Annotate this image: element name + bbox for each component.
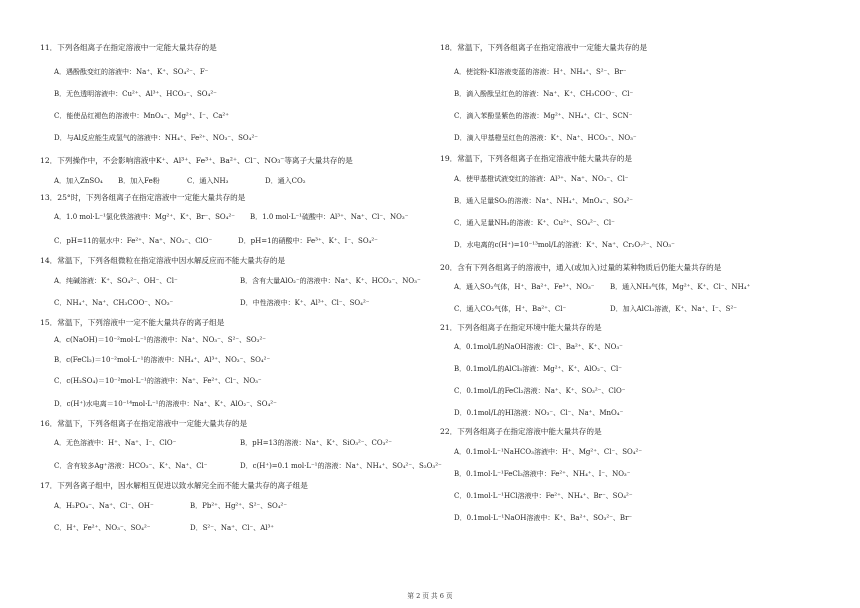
question-13-option-d: D．pH=1的硝酸中：Fe³⁺、K⁺、I⁻、SO₄²⁻ xyxy=(238,237,378,245)
question-16-stem: 16．常温下，下列各组离子在指定溶液中一定能大量共存的是 xyxy=(40,419,248,428)
question-14-option-c: C．NH₄⁺、Na⁺、CH₃COO⁻、NO₃⁻ xyxy=(54,299,174,307)
question-20-stem: 20．含有下列各组离子的溶液中，通入(或加入)过量的某种物质后仍能大量共存的是 xyxy=(440,263,722,272)
question-19-option-a: A．使甲基橙试液变红的溶液：Al³⁺、Na⁺、NO₃⁻、Cl⁻ xyxy=(454,175,629,183)
question-19-option-c: C．通入足量NH₃的溶液：K⁺、Cu²⁺、SO₄²⁻、Cl⁻ xyxy=(454,219,615,227)
question-21-stem: 21．下列各组离子在指定环境中能大量共存的是 xyxy=(440,323,602,332)
question-17-option-c: C．H⁺、Fe²⁺、NO₃⁻、SO₄²⁻ xyxy=(54,524,151,532)
question-18-stem: 18．常温下，下列各组离子在指定溶液中一定能大量共存的是 xyxy=(440,43,648,52)
question-21-option-b: B．0.1mol/L的AlCl₃溶液：Mg²⁺、K⁺、AlO₂⁻、Cl⁻ xyxy=(454,365,622,373)
question-15-option-a: A．c(NaOH)＝10⁻²mol·L⁻¹的溶液中：Na⁺、NO₃⁻、S²⁻、SO₃²⁻ xyxy=(54,336,266,344)
page-footer: 第 2 页 共 6 页 xyxy=(407,592,453,600)
question-14-stem: 14．常温下，下列各组微粒在指定溶液中因水解反应而不能大量共存的是 xyxy=(40,256,286,265)
question-16-option-a: A．无色溶液中：H⁺、Na⁺、I⁻、ClO⁻ xyxy=(54,439,177,447)
question-20-option-c: C．通入CO₂气体，H⁺、Ba²⁺、Cl⁻ xyxy=(454,305,567,313)
question-12-option-b: B．加入Fe粉 xyxy=(118,177,160,185)
question-18-option-d: D．滴入甲基橙呈红色的溶液：K⁺、Na⁺、HCO₃⁻、NO₃⁻ xyxy=(454,134,637,142)
question-21-option-d: D．0.1mol/L的HI溶液：NO₃⁻、Cl⁻、Na⁺、MnO₄⁻ xyxy=(454,409,624,417)
question-18-option-c: C．滴入苯酚显紫色的溶液：Mg²⁺、NH₄⁺、Cl⁻、SCN⁻ xyxy=(454,112,633,120)
question-22-option-a: A．0.1mol·L⁻¹NaHCO₃溶液中：H⁺、Mg²⁺、Cl⁻、SO₄²⁻ xyxy=(454,448,643,456)
question-13-option-a: A．1.0 mol·L⁻¹氯化铁溶液中：Mg²⁺、K⁺、Br⁻、SO₄²⁻ xyxy=(54,213,235,221)
question-15-option-c: C．c(H₂SO₄)＝10⁻²mol·L⁻¹的溶液中：Na⁺、Fe²⁺、Cl⁻、NO₃⁻ xyxy=(54,377,262,385)
question-14-option-b: B．含有大量AlO₂⁻的溶液中：Na⁺、K⁺、HCO₃⁻、NO₃⁻ xyxy=(240,277,421,285)
question-18-option-b: B．滴入酚酞呈红色的溶液：Na⁺、K⁺、CH₃COO⁻、Cl⁻ xyxy=(454,90,634,98)
question-20-option-a: A．通入SO₂气体，H⁺、Ba²⁺、Fe³⁺、NO₃⁻ xyxy=(454,283,595,291)
question-13-option-b: B．1.0 mol·L⁻¹硫酸中：Al³⁺、Na⁺、Cl⁻、NO₃⁻ xyxy=(250,213,409,221)
question-19-option-b: B．通入足量SO₂的溶液：Na⁺、NH₄⁺、MnO₄⁻、SO₄²⁻ xyxy=(454,197,633,205)
question-12-stem: 12．下列操作中，不会影响溶液中K⁺、Al³⁺、Fe³⁺、Ba²⁺、Cl⁻、NO₃⁻等离子大量共存的是 xyxy=(40,156,353,165)
question-14-option-d: D．中性溶液中：K⁺、Al³⁺、Cl⁻、SO₄²⁻ xyxy=(240,299,370,307)
question-11-option-d: D．与Al反应能生成氢气的溶液中：NH₄⁺、Fe²⁺、NO₃⁻、SO₄²⁻ xyxy=(54,134,258,142)
question-17-option-b: B．Pb²⁺、Hg²⁺、S²⁻、SO₄²⁻ xyxy=(190,502,288,510)
question-19-stem: 19．常温下，下列各组离子在指定溶液中能大量共存的是 xyxy=(440,154,632,163)
question-22-stem: 22．下列各组离子在指定溶液中能大量共存的是 xyxy=(440,427,602,436)
question-16-option-b: B．pH=13的溶液：Na⁺、K⁺、SiO₃²⁻、CO₃²⁻ xyxy=(240,439,392,447)
question-18-option-a: A．使淀粉-KI溶液变蓝的溶液：H⁺、NH₄⁺、S²⁻、Br⁻ xyxy=(454,68,627,76)
question-17-option-a: A．H₂PO₄⁻、Na⁺、Cl⁻、OH⁻ xyxy=(54,502,154,510)
question-15-stem: 15．常温下，下列溶液中一定不能大量共存的离子组是 xyxy=(40,318,225,327)
question-22-option-d: D．0.1mol·L⁻¹NaOH溶液中：K⁺、Ba²⁺、SO₃²⁻、Br⁻ xyxy=(454,514,633,522)
question-14-option-a: A．纯碱溶液：K⁺、SO₄²⁻、OH⁻、Cl⁻ xyxy=(54,277,178,285)
question-20-option-d: D．加入AlCl₃溶液，K⁺、Na⁺、I⁻、S²⁻ xyxy=(610,305,737,313)
question-19-option-d: D．水电离的c(H⁺)=10⁻¹³mol/L的溶液：K⁺、Na⁺、Cr₂O₇²⁻、NO₃⁻ xyxy=(454,241,675,249)
question-17-stem: 17．下列各离子组中，因水解相互促进以致水解完全而不能大量共存的离子组是 xyxy=(40,481,308,490)
question-21-option-c: C．0.1mol/L的FeCl₂溶液：Na⁺、K⁺、SO₃²⁻、ClO⁻ xyxy=(454,387,626,395)
question-12-option-a: A．加入ZnSO₄ xyxy=(54,177,103,185)
question-12-option-c: C．通入NH₃ xyxy=(187,177,229,185)
question-11-option-b: B．无色透明溶液中：Cu²⁺、Al³⁺、HCO₃⁻、SO₄²⁻ xyxy=(54,90,217,98)
question-22-option-c: C．0.1mol·L⁻¹HCl溶液中：Fe²⁺、NH₄⁺、Br⁻、SO₄²⁻ xyxy=(454,492,633,500)
question-16-option-c: C．含有较多Ag⁺溶液：HCO₃⁻、K⁺、Na⁺、Cl⁻ xyxy=(54,462,208,470)
question-12-option-d: D．通入CO₂ xyxy=(265,177,306,185)
question-11-option-a: A．遇酚酞变红的溶液中：Na⁺、K⁺、SO₄²⁻、F⁻ xyxy=(54,68,209,76)
question-11-stem: 11．下列各组离子在指定溶液中一定能大量共存的是 xyxy=(40,43,217,52)
question-21-option-a: A．0.1mol/L的NaOH溶液：Cl⁻、Ba²⁺、K⁺、NO₃⁻ xyxy=(454,343,623,351)
question-17-option-d: D．S²⁻、Na⁺、Cl⁻、Al³⁺ xyxy=(190,524,274,532)
question-15-option-b: B．c(FeCl₂)＝10⁻²mol·L⁻¹的溶液中：NH₄⁺、Al³⁺、NO₃⁻、SO₄²⁻ xyxy=(54,356,271,364)
question-13-stem: 13．25°时，下列各组离子在指定溶液中一定能大量共存的是 xyxy=(40,193,246,202)
question-16-option-d: D．c(H⁺)=0.1 mol·L⁻¹的溶液：Na⁺、NH₄⁺、SO₄²⁻、S₂O₃²⁻ xyxy=(240,462,442,470)
question-13-option-c: C．pH=11的氨水中：Fe²⁺、Na⁺、NO₃⁻、ClO⁻ xyxy=(54,237,213,245)
question-11-option-c: C．能使品红褪色的溶液中：MnO₄⁻、Mg²⁺、I⁻、Ca²⁺ xyxy=(54,112,229,120)
question-20-option-b: B．通入NH₃气体，Mg²⁺、K⁺、Cl⁻、NH₄⁺ xyxy=(610,283,751,291)
question-22-option-b: B．0.1mol·L⁻¹FeCl₃溶液中：Fe²⁺、NH₄⁺、I⁻、NO₃⁻ xyxy=(454,470,631,478)
question-15-option-d: D．c(H⁺)水电离＝10⁻¹⁴mol·L⁻¹的溶液中：Na⁺、K⁺、AlO₂⁻、SO₄²⁻ xyxy=(54,400,277,408)
